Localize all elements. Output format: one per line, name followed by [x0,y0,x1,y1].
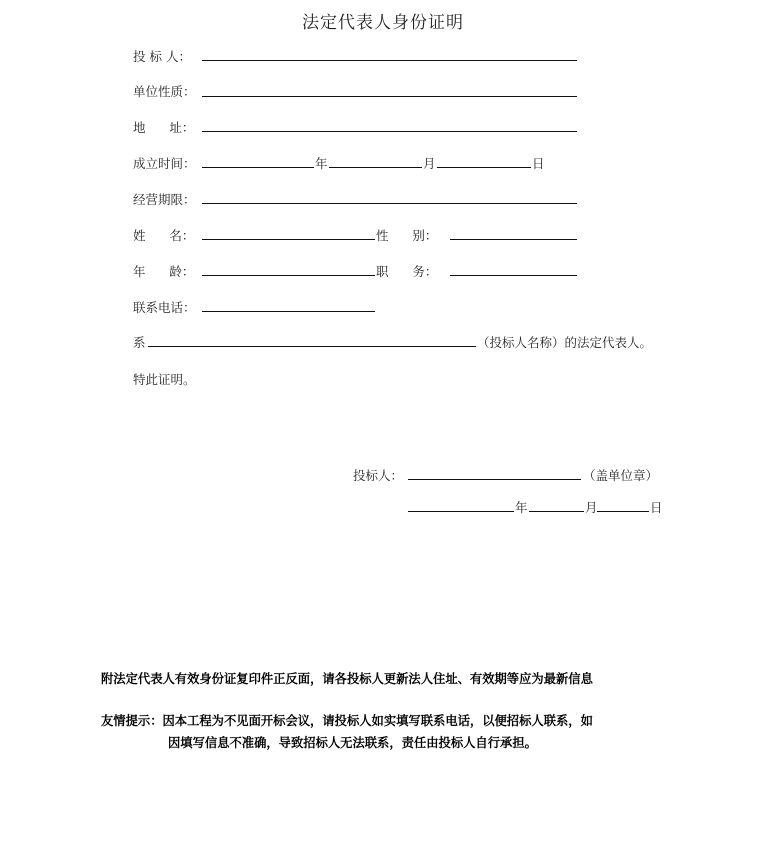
sign-year-line [408,511,514,512]
id-copy-note: 附法定代表人有效身份证复印件正反面，请各投标人更新法人住址、有效期等应为最新信息 [101,672,593,686]
unit-nature-label: 单位性质： [133,84,196,99]
statement-prefix: 系 [133,335,146,350]
address-line [202,131,577,132]
phone-label: 联系电话： [133,300,196,315]
position-label: 职 务： [376,264,438,279]
bidder-line [202,60,577,61]
position-line [450,275,577,276]
sign-day-line [597,511,649,512]
established-year-unit: 年 [315,156,328,171]
sign-bidder-label: 投标人： [353,468,404,483]
established-year-line [202,167,314,168]
sign-year-unit: 年 [515,500,528,515]
established-month-unit: 月 [423,156,436,171]
established-day-line [437,167,531,168]
unit-nature-line [202,96,577,97]
name-line [202,239,375,240]
statement-suffix: （投标人名称）的法定代表人。 [477,335,653,350]
sign-month-unit: 月 [585,500,598,515]
age-line [202,275,375,276]
address-label: 地 址： [133,120,195,135]
established-day-unit: 日 [532,156,545,171]
sign-month-line [529,511,584,512]
bidder-label: 投 标 人： [133,49,191,64]
sign-bidder-line [408,479,581,480]
hereby-certify: 特此证明。 [133,372,196,387]
statement-line [148,346,476,347]
reminder-line-2: 因填写信息不准确，导致招标人无法联系，责任由投标人自行承担。 [168,736,537,750]
phone-line [202,311,375,312]
term-line [202,203,577,204]
established-label: 成立时间： [133,156,196,171]
seal-note: （盖单位章） [583,468,659,483]
name-label: 姓 名： [133,228,195,243]
gender-line [450,239,577,240]
established-month-line [329,167,422,168]
term-label: 经营期限： [133,192,196,207]
reminder-line-1: 友情提示：因本工程为不见面开标会议，请投标人如实填写联系电话，以便招标人联系，如 [101,714,593,728]
sign-day-unit: 日 [650,500,663,515]
age-label: 年 龄： [133,264,195,279]
page-title: 法定代表人身份证明 [302,13,464,33]
gender-label: 性 别： [376,228,438,243]
